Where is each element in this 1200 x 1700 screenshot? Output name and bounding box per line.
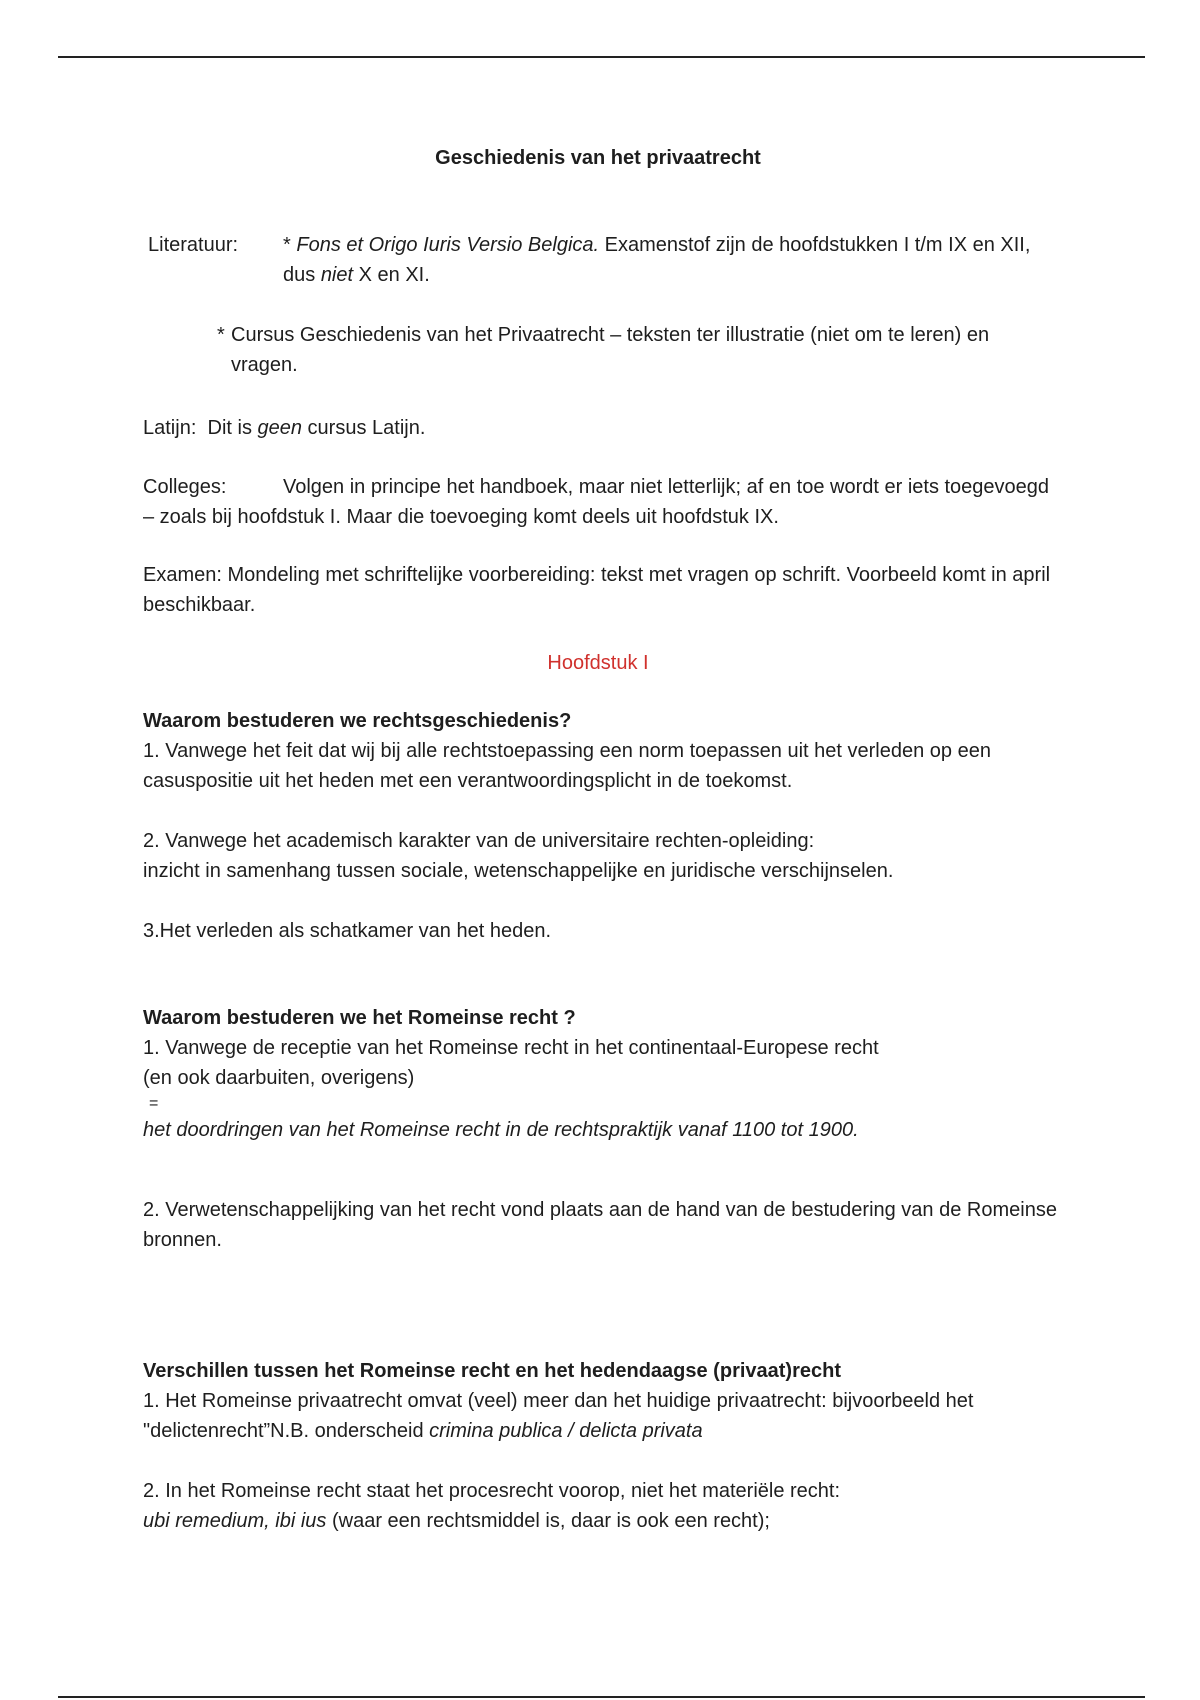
literatuur-item-1 [143, 230, 1063, 290]
latijn-text-tail: cursus Latijn. [302, 417, 426, 439]
section-verschillen [143, 1356, 1063, 1536]
reason-2: 2. Verwetenschappelijking van het recht vond plaats aan de hand van de bestudering van de Romeinse bronnen. [143, 1199, 1057, 1251]
literatuur-item-2-text: Cursus Geschiedenis van het Privaatrecht – teksten ter illustratie (niet om te leren) en vragen. [231, 324, 990, 376]
examen-paragraph: Examen: Mondeling met schriftelijke voorbereiding: tekst met vragen op schrift. Voorbeeld komt in april beschikbaar. [143, 564, 1051, 616]
section-romeinse-recht [143, 1003, 1063, 1255]
colleges-paragraph [143, 472, 1063, 532]
difference-1 [143, 1386, 1063, 1446]
reason-1-line-2: (en ook daarbuiten, overigens) [143, 1067, 415, 1089]
section-rechtsgeschiedenis [143, 706, 1063, 946]
bottom-rule [58, 1696, 1145, 1698]
bullet-star: * [283, 234, 291, 256]
latijn-paragraph [143, 413, 1063, 443]
page-title: Geschiedenis van het privaatrecht [435, 147, 761, 169]
reason-1-line-1: 1. Vanwege de receptie van het Romeinse recht in het continentaal-Europese recht [143, 1037, 879, 1059]
literatuur-item-1-body: Examenstof zijn de hoofdstukken I t/m IX en XII, dus [283, 234, 1031, 286]
emphasis-geen: geen [257, 417, 302, 439]
section-heading: Waarom bestuderen we rechtsgeschiedenis? [143, 710, 572, 732]
reason-2-line-1: 2. Vanwege het academisch karakter van de universitaire rechten-opleiding: [143, 830, 815, 852]
section-heading: Verschillen tussen het Romeinse recht en het hedendaagse (privaat)recht [143, 1360, 841, 1382]
section-heading: Waarom bestuderen we het Romeinse recht ? [143, 1007, 576, 1029]
book-title: Fons et Origo Iuris Versio Belgica. [296, 234, 600, 256]
colleges-text: Volgen in principe het handboek, maar niet letterlijk; af en toe wordt er iets toegevoegd – zoals bij hoofdstuk I. Maar die toevoeging komt deels uit hoofdstuk IX. [143, 476, 1050, 528]
equals-sign: = [149, 1095, 159, 1112]
latijn-label: Latijn: [143, 417, 197, 439]
reason-2-line-2: inzicht in samenhang tussen sociale, wetenschappelijke en juridische verschijnselen. [143, 860, 894, 882]
maxim-translation: (waar een rechtsmiddel is, daar is ook een recht); [326, 1510, 770, 1532]
difference-2-line-2 [143, 1506, 1063, 1536]
reception-definition: het doordringen van het Romeinse recht in de rechtspraktijk vanaf 1100 tot 1900. [143, 1119, 859, 1141]
latijn-text: Dit is [207, 417, 258, 439]
top-rule [58, 56, 1145, 58]
reason-3: 3.Het verleden als schatkamer van het heden. [143, 920, 552, 942]
reason-1: 1. Vanwege het feit dat wij bij alle rechtstoepassing een norm toepassen uit het verleden op een casuspositie uit het heden met een verantwoordingsplicht in de toekomst. [143, 740, 991, 792]
latin-maxim: ubi remedium, ibi ius [143, 1510, 327, 1532]
literatuur-label: Literatuur: [148, 234, 239, 256]
chapter-heading: Hoofdstuk I [547, 652, 649, 674]
literatuur-item-2 [217, 320, 1067, 380]
literatuur-item-1-tail: X en XI. [353, 264, 430, 286]
colleges-label: Colleges: [143, 476, 227, 498]
bullet-star: * [217, 324, 225, 346]
difference-1-text: 1. Het Romeinse privaatrecht omvat (veel) meer dan het huidige privaatrecht: bijvoorbeeld het "delictenrecht”N.B. onderscheid [143, 1390, 974, 1442]
literatuur-item-1-text [283, 230, 1063, 290]
difference-1-italic: crimina publica / delicta privata [429, 1420, 703, 1442]
difference-2-line-1: 2. In het Romeinse recht staat het procesrecht voorop, niet het materiële recht: [143, 1480, 841, 1502]
emphasis-niet: niet [320, 264, 354, 286]
